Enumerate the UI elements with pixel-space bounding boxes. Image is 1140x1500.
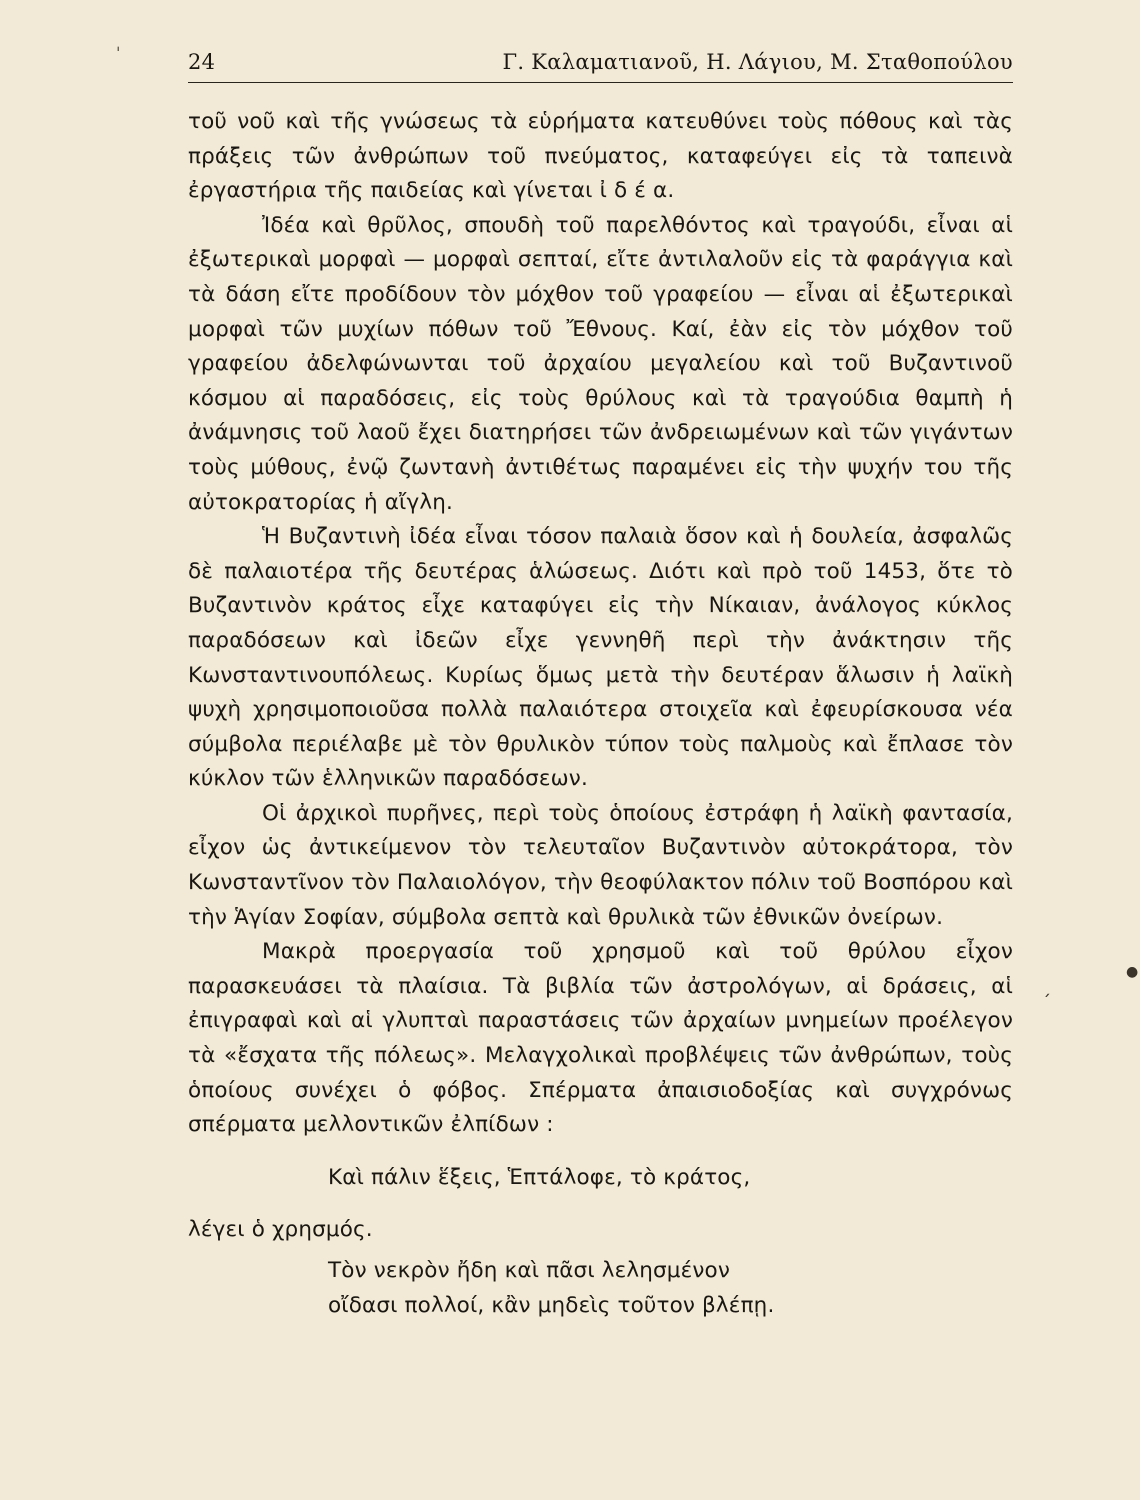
scan-mark: ˊ bbox=[1042, 992, 1051, 1013]
verse-quote-2 bbox=[328, 1254, 1013, 1323]
page bbox=[188, 50, 1013, 1341]
paragraph-4: Οἱ ἀρχικοὶ πυρῆνες, περὶ τοὺς ὁποίους ἐστράφη ἡ λαϊκὴ φαντασία, εἶχον ὡς ἀντικείμενον τὸν τελευταῖον Βυζαντινὸν αὐτοκράτορα, τὸν Κωνσταντῖνον τὸν Παλαιολόγον, τὴν θεοφύλακτον πόλιν τοῦ Βοσπόρου καὶ τὴν Ἁγίαν Σοφίαν, σύμβολα σεπτὰ καὶ θρυλικὰ τῶν ἐθνικῶν ὀνείρων. bbox=[188, 800, 1013, 930]
verse-quote-1 bbox=[328, 1161, 1013, 1196]
body-text bbox=[188, 105, 1013, 1323]
verse-line: Καὶ πάλιν ἕξεις, Ἑπτάλοφε, τὸ κράτος, bbox=[328, 1164, 751, 1190]
verse-line: οἴδασι πολλοί, κἂν μηδεὶς τοῦτον βλέπῃ. bbox=[328, 1292, 775, 1318]
verse-line: Τὸν νεκρὸν ἤδη καὶ πᾶσι λελησμένον bbox=[328, 1258, 731, 1283]
paragraph-5: Μακρὰ προεργασία τοῦ χρησμοῦ καὶ τοῦ θρύλου εἶχον παρασκευάσει τὰ πλαίσια. Τὰ βιβλία τῶν ἀστρολόγων, αἱ δράσεις, αἱ ἐπιγραφαὶ καὶ αἱ γλυπταὶ παραστάσεις τῶν ἀρχαίων μνημείων προέλεγον τὰ «ἔσχατα τῆς πόλεως». Μελαγχολικαὶ προβλέψεις τῶν ἀνθρώπων, τοὺς ὁποίους συνέχει ὁ φόβος. Σπέρματα ἀπαισιοδοξίας καὶ συγχρόνως σπέρματα μελλοντικῶν ἐλπίδων : bbox=[188, 939, 1013, 1138]
scan-dot: ● bbox=[1126, 964, 1139, 980]
scan-mark: ˈ bbox=[116, 44, 121, 63]
paragraph-2: Ἰδέα καὶ θρῦλος, σπουδὴ τοῦ παρελθόντος καὶ τραγούδι, εἶναι αἱ ἐξωτερικαὶ μορφαὶ — μορφαὶ σεπταί, εἴτε ἀντιλαλοῦν εἰς τὰ φαράγγια καὶ τὰ δάση εἴτε προδίδουν τὸν μόχθον τοῦ γραφείου — εἶναι αἱ ἐξωτερικαὶ μορφαὶ τῶν μυχίων πόθων τοῦ Ἔθνους. Καί, ἐὰν εἰς τὸν μόχθον τοῦ γραφείου ἀδελφώνωνται τοῦ ἀρχαίου μεγαλείου καὶ τοῦ Βυζαντινοῦ κόσμου αἱ παραδόσεις, εἰς τοὺς θρύλους καὶ τὰ τραγούδια θαμπὴ ἡ ἀνάμνησις τοῦ λαοῦ ἔχει διατηρήσει τῶν ἀνδρειωμένων καὶ τῶν γιγάντων τοὺς μύθους, ἐνῷ ζωντανὴ ἀντιθέτως παραμένει εἰς τὴν ψυχήν του τῆς αὐτοκρατορίας ἡ αἴγλη. bbox=[188, 212, 1013, 515]
paragraph-1: τοῦ νοῦ καὶ τῆς γνώσεως τὰ εὑρήματα κατευθύνει τοὺς πόθους καὶ τὰς πράξεις τῶν ἀνθρώπων τοῦ πνεύματος, καταφεύγει εἰς τὰ ταπεινὰ ἐργαστήρια τῆς παιδείας καὶ γίνεται ἰ δ έ α. bbox=[188, 109, 1013, 204]
running-head bbox=[188, 50, 1013, 83]
verse-attribution: λέγει ὁ χρησμός. bbox=[188, 1217, 373, 1243]
paragraph-3: Ἡ Βυζαντινὴ ἰδέα εἶναι τόσον παλαιὰ ὅσον καὶ ἡ δουλεία, ἀσφαλῶς δὲ παλαιοτέρα τῆς δευτέρας ἁλώσεως. Διότι καὶ πρὸ τοῦ 1453, ὅτε τὸ Βυζαντινὸν κράτος εἶχε καταφύγει εἰς τὴν Νίκαιαν, ἀνάλογος κύκλος παραδόσεων καὶ ἰδεῶν εἶχε γεννηθῆ περὶ τὴν ἀνάκτησιν τῆς Κωνσταντινουπόλεως. Κυρίως ὅμως μετὰ τὴν δευτέραν ἅλωσιν ἡ λαϊκὴ ψυχὴ χρησιμοποιοῦσα πολλὰ παλαιότερα στοιχεῖα καὶ ἐφευρίσκουσα νέα σύμβολα περιέλαβε μὲ τὸν θρυλικὸν τύπον τοὺς παλμοὺς καὶ ἔπλασε τὸν κύκλον τῶν ἑλληνικῶν παραδόσεων. bbox=[188, 524, 1013, 792]
running-head-authors: Γ. Καλαματιανοῦ, Η. Λάγιου, Μ. Σταθοπούλου bbox=[502, 50, 1013, 74]
page-number: 24 bbox=[188, 50, 216, 74]
